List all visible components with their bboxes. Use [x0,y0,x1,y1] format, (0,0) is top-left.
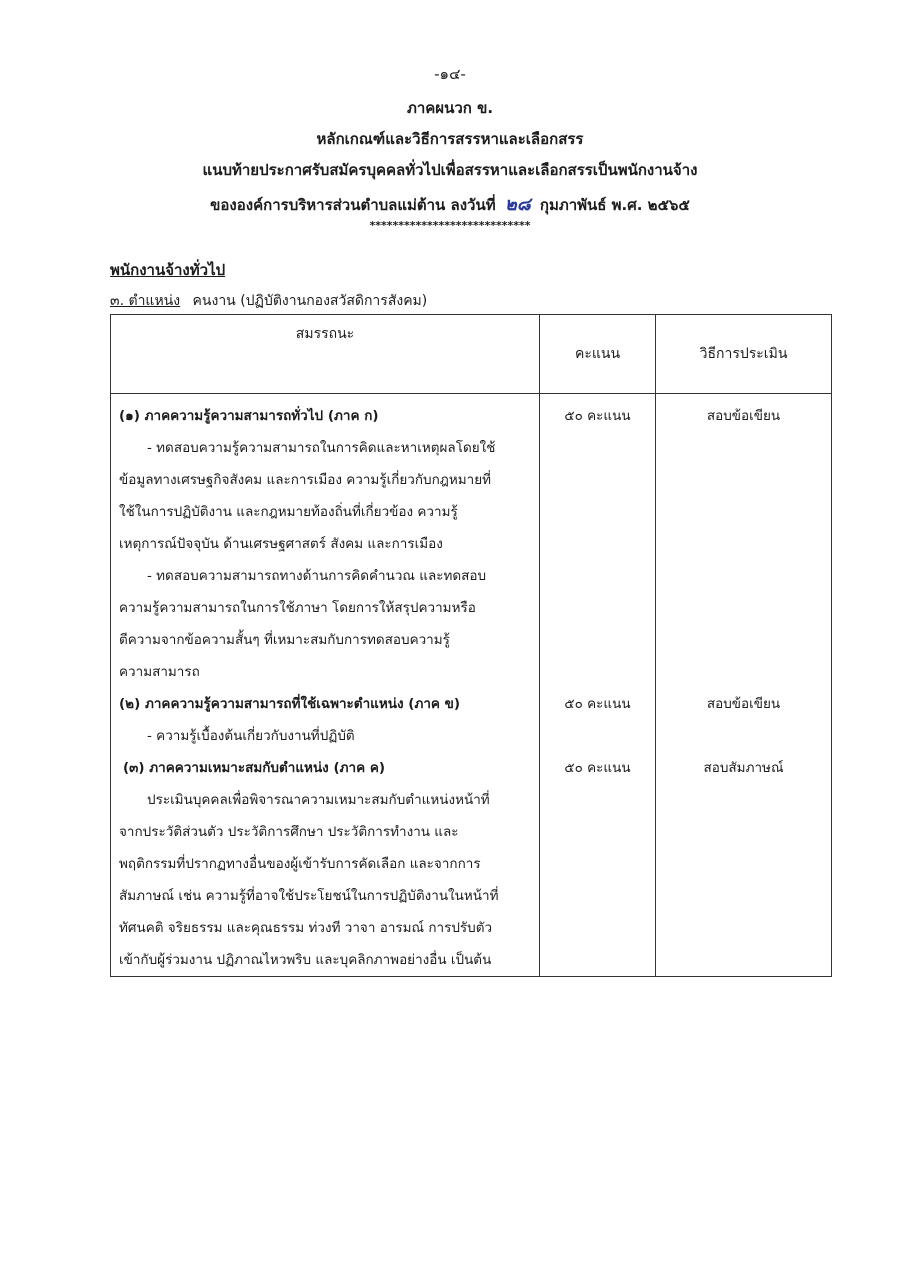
part-a-line: ความสามารถ [119,664,200,680]
part-a-line: - ทดสอบความสามารถทางด้านการคิดคำนวณ และทดสอบ [147,568,487,584]
header-score: คะแนน [540,315,656,394]
header-method: วิธีการประเมิน [656,315,832,394]
handwritten-date: ๒๘ [504,194,531,215]
part-c-title: (๓) ภาคความเหมาะสมกับตำแหน่ง (ภาค ค) [123,760,386,776]
part-a-line: - ทดสอบความรู้ความสามารถในการคิดและหาเหตุผลโดยใช้ [147,440,496,456]
competency-cell [111,394,540,977]
part-c-line: เข้ากับผู้ร่วมงาน ปฏิภาณไหวพริบ และบุคลิกภาพอย่างอื่น เป็นต้น [119,952,492,968]
part-c-line: สัมภาษณ์ เช่น ความรู้ที่อาจใช้ประโยชน์ในการปฏิบัติงานในหน้าที่ [119,888,499,904]
part-a-line: ใช้ในการปฏิบัติงาน และกฎหมายท้องถิ่นที่เกี่ยวข้อง ความรู้ [119,504,458,520]
page-number: -๑๔- [434,65,466,83]
part-b-method: สอบข้อเขียน [706,696,781,712]
part-b-line: - ความรู้เบื้องต้นเกี่ยวกับงานที่ปฏิบัติ [147,728,355,744]
criteria-table [110,314,832,977]
part-c-line: ประเมินบุคคลเพื่อพิจารณาความเหมาะสมกับตำแหน่งหน้าที่ [147,792,490,808]
organization-date-line [0,189,900,218]
part-c-method: สอบสัมภาษณ์ [703,760,784,776]
appendix-title: ภาคผนวก ข. [406,99,494,117]
header-competency: สมรรถนะ [111,315,540,394]
announcement-title: แนบท้ายประกาศรับสมัครบุคคลทั่วไปเพื่อสรรหาและเลือกสรรเป็นพนักงานจ้าง [202,161,698,179]
method-cell [656,394,832,977]
position-value: คนงาน (ปฏิบัติงานกองสวัสดิการสังคม) [192,293,428,309]
score-cell [540,394,656,977]
part-c-score: ๕๐ คะแนน [564,760,631,776]
part-b-title: (๒) ภาคความรู้ความสามารถที่ใช้เฉพาะตำแหน่ง (ภาค ข) [119,696,461,712]
part-c-line: ทัศนคติ จริยธรรม และคุณธรรม ท่วงที วาจา อารมณ์ การปรับตัว [119,920,493,936]
organization-prefix: ขององค์การบริหารส่วนตำบลแม่ต้าน ลงวันที่ [210,196,496,214]
part-a-line: ข้อมูลทางเศรษฐกิจสังคม และการเมือง ความรู้เกี่ยวกับกฎหมายที่ [119,472,492,488]
position-line [110,290,427,312]
part-a-line: เหตุการณ์ปัจจุบัน ด้านเศรษฐศาสตร์ สังคม และการเมือง [119,536,443,552]
table-header-row [111,315,832,394]
part-a-line: ตีความจากข้อความสั้นๆ ที่เหมาะสมกับการทดสอบความรู้ [119,632,450,648]
table-row [111,394,832,977]
star-divider: **************************** [369,219,531,232]
part-c-line: พฤติกรรมที่ปรากฏทางอื่นของผู้เข้ารับการคัดเลือก และจากการ [119,856,481,872]
part-a-score: ๕๐ คะแนน [564,408,631,424]
part-b-score: ๕๐ คะแนน [564,696,631,712]
part-a-title: (๑) ภาคความรู้ความสามารถทั่วไป (ภาค ก) [119,408,379,424]
position-label: ๓. ตำแหน่ง [110,293,181,309]
section-heading: พนักงานจ้างทั่วไป [110,261,226,279]
part-c-line: จากประวัติส่วนตัว ประวัติการศึกษา ประวัติการทำงาน และ [119,824,459,840]
organization-suffix: กุมภาพันธ์ พ.ศ. ๒๕๖๕ [539,196,690,214]
part-a-line: ความรู้ความสามารถในการใช้ภาษา โดยการให้สรุปความหรือ [119,600,476,616]
criteria-title: หลักเกณฑ์และวิธีการสรรหาและเลือกสรร [316,130,584,148]
part-a-method: สอบข้อเขียน [706,408,781,424]
